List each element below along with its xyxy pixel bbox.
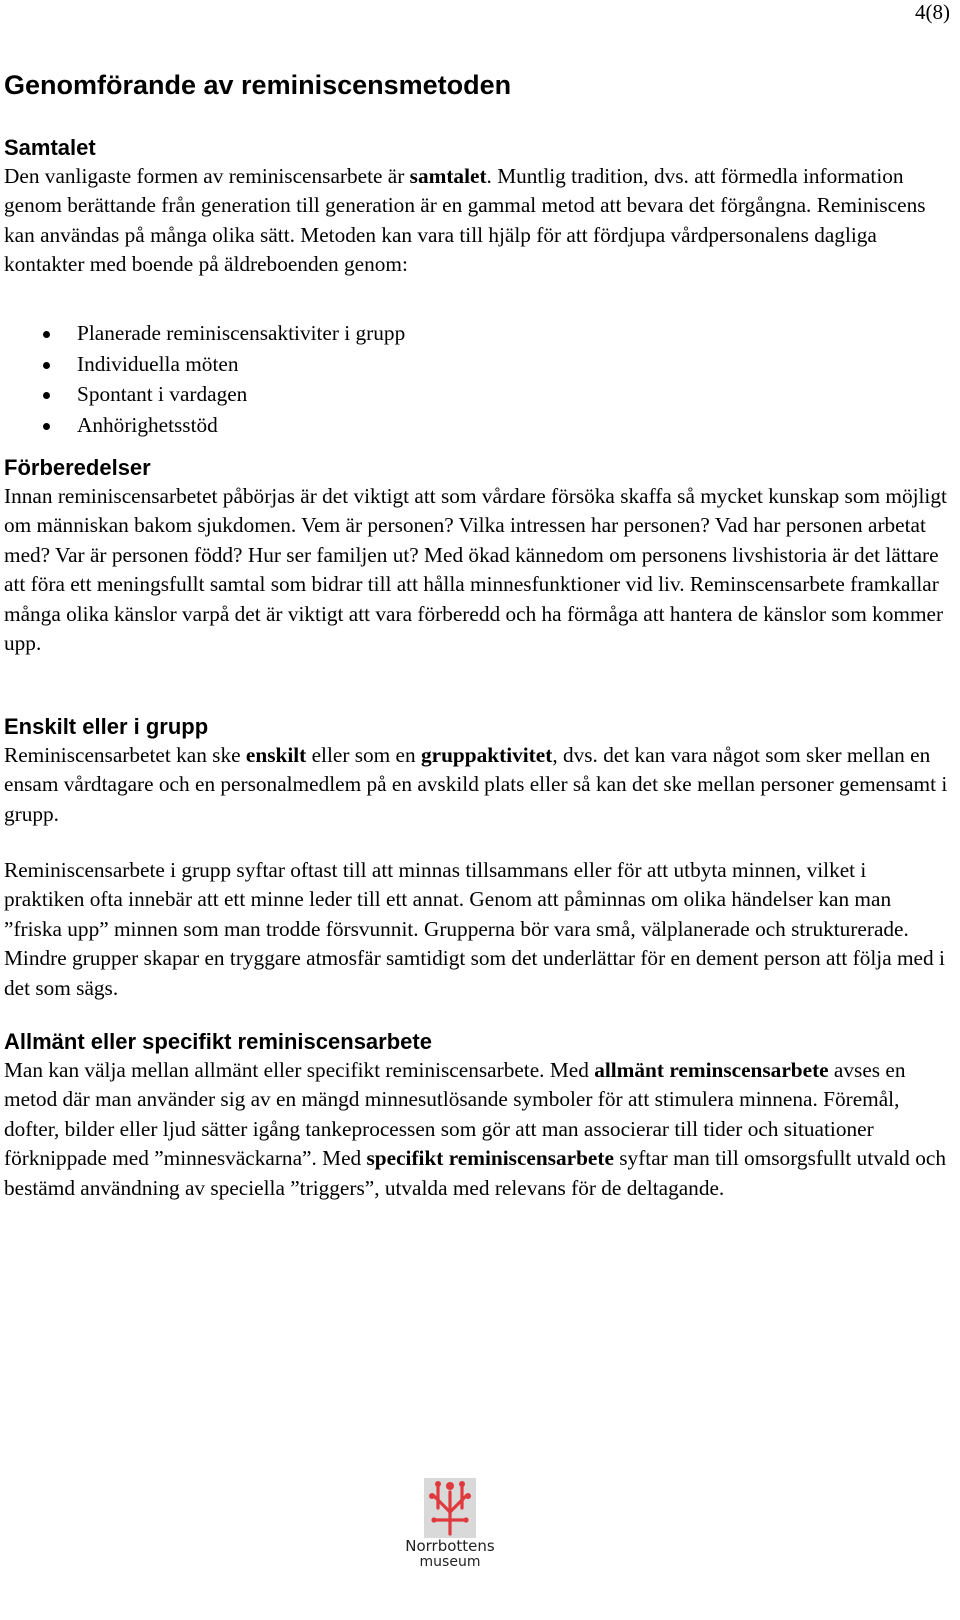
paragraph-samtalet: Den vanligaste formen av reminiscensarbete är samtalet. Muntlig tradition, dvs. att förmedla information genom berättande från generation till generation är en gammal metod att bevara det förgångna. Reminiscens kan användas på många olika sätt. Metoden kan vara till hjälp för att fördjupa vårdpersonalens dagliga kontakter med boende på äldreboenden genom: (4, 164, 926, 277)
norrbottens-museum-logo-icon (424, 1478, 476, 1538)
bullet-icon (43, 423, 50, 430)
bullet-icon (43, 362, 50, 369)
bullet-list (4, 318, 405, 441)
museum-logo (402, 1478, 498, 1578)
paragraph-enskilt-2: Reminiscensarbete i grupp syftar oftast till att minnas tillsammans eller för att utbyta minnen, vilket i praktiken ofta innebär att ett minne leder till ett annat. Genom att påminnas om olika händelser kan man ”friska upp” minnen som man trodde försvunnit. Grupperna bör vara små, välplanerade och strukturerade. Mindre grupper skapar en tryggare atmosfär samtidigt som det underlättar för en dement person att följa med i det som sägs. (4, 858, 945, 1000)
bullet-icon (43, 392, 50, 399)
paragraph-enskilt-1: Reminiscensarbetet kan ske enskilt eller som en gruppaktivitet, dvs. det kan vara något som sker mellan en ensam vårdtagare och en personalmedlem på en avskild plats eller så kan det ske mellan personer gemensamt i grupp. (4, 743, 948, 826)
heading-allmant: Allmänt eller specifikt reminiscensarbete (4, 1029, 432, 1054)
heading-forberedelser: Förberedelser (4, 455, 151, 480)
bullet-icon (43, 331, 50, 338)
logo-text-line1: Norrbottens (405, 1537, 495, 1555)
list-item: Anhörighetsstöd (4, 410, 405, 441)
logo-text-line2: museum (419, 1554, 481, 1570)
page-title: Genomförande av reminiscensmetoden (4, 70, 512, 100)
list-item: Planerade reminiscensaktiviter i grupp (4, 318, 405, 349)
list-item: Individuella möten (4, 349, 405, 380)
heading-enskilt: Enskilt eller i grupp (4, 714, 209, 739)
paragraph-allmant: Man kan välja mellan allmänt eller specifikt reminiscensarbete. Med allmänt reminscensarbete avses en metod där man använder sig av en mängd minnesutlösande symboler för att stimulera minnena. Föremål, dofter, bilder eller ljud sätter igång tankeprocessen som gör att man associerar till tider och situationer förknippade med ”minnesväckarna”. Med specifikt reminiscensarbete syftar man till omsorgsfullt utvald och bestämd användning av speciella ”triggers”, utvalda med relevans för de deltagande. (4, 1058, 946, 1200)
heading-samtalet: Samtalet (4, 135, 96, 160)
list-item: Spontant i vardagen (4, 379, 405, 410)
paragraph-forberedelser: Innan reminiscensarbetet påbörjas är det viktigt att som vårdare försöka skaffa så mycket kunskap som möjligt om människan bakom sjukdomen. Vem är personen? Vilka intressen har personen? Vad har personen arbetat med? Var är personen född? Hur ser familjen ut? Med ökad kännedom om personens livshistoria är det lättare att föra ett meningsfullt samtal som bidrar till att hålla minnesfunktioner vid liv. Reminscensarbete framkallar många olika känslor varpå det är viktigt att vara förberedd och ha förmåga att hantera de känslor som kommer upp. (4, 484, 947, 656)
page-number: 4(8) (915, 0, 950, 24)
